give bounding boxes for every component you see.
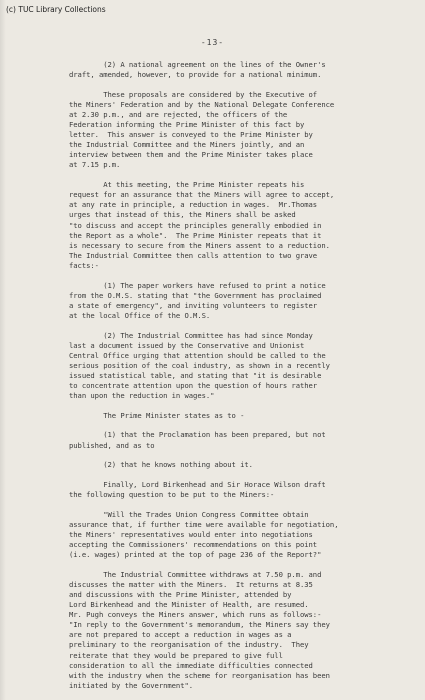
text-line: The Industrial Committee then calls attention to two grave — [69, 250, 318, 260]
text-line: is necessary to secure from the Miners assent to a reduction. — [69, 240, 330, 250]
text-line: At this meeting, the Prime Minister repeats his — [69, 180, 305, 190]
text-line: Federation informing the Prime Minister of this fact by — [69, 120, 305, 130]
text-line: the Miners' representatives would enter into negotiations — [69, 529, 313, 539]
text-line: consideration to all the immediate difficulties connected — [69, 660, 313, 670]
text-line: interview between them and the Prime Minister takes place — [69, 150, 313, 160]
paragraph — [69, 460, 414, 470]
text-line: the Miners' Federation and by the National Delegate Conference — [69, 99, 335, 109]
paragraph — [69, 570, 414, 691]
paragraph — [69, 90, 414, 171]
text-line: accepting the Commissioners' recommendations on this point — [69, 540, 318, 549]
text-line: a state of emergency", and inviting volunteers to register — [69, 300, 318, 310]
text-line: (1) that the Proclamation has been prepared, but not — [69, 430, 326, 440]
text-line: Lord Birkenhead and the Minister of Health, are resumed. — [69, 600, 309, 610]
text-line: (2) The Industrial Committee has had since Monday — [69, 330, 313, 340]
text-line: at any rate in principle, a reduction in wages. Mr.Thomas — [69, 200, 318, 210]
text-line: "to discuss and accept the principles generally embodied in — [69, 220, 322, 230]
text-line: draft, amended, however, to provide for a national minimum. — [69, 70, 322, 80]
text-line: facts:- — [69, 260, 99, 270]
text-line: to concentrate attention upon the question of hours rather — [69, 381, 318, 390]
text-line: Central Office urging that attention should be called to the — [69, 350, 326, 360]
text-line: discusses the matter with the Miners. It returns at 8.35 — [69, 579, 313, 589]
text-line: are not prepared to accept a reduction in wages as a — [69, 630, 292, 640]
text-line: reiterate that they would be prepared to give full — [69, 650, 283, 660]
text-line: Finally, Lord Birkenhead and Sir Horace Wilson draft — [69, 479, 326, 489]
text-line: serious position of the coal industry, as shown in a recently — [69, 360, 330, 370]
paragraph-gap — [69, 171, 414, 181]
paragraph-gap — [69, 470, 414, 480]
text-line: the Industrial Committee and the Miners jointly, and an — [69, 140, 305, 150]
paragraph-gap — [69, 500, 414, 510]
text-line: initiated by the Government". — [69, 680, 194, 690]
text-line: the Report as a whole". The Prime Minister repeats that it — [69, 230, 322, 240]
text-line: with the industry when the scheme for reorganisation has been — [69, 670, 330, 680]
text-line: (2) A national agreement on the lines of the Owner's — [69, 60, 326, 69]
text-line: "Will the Trades Union Congress Committee obtain — [69, 509, 309, 519]
text-line: at 2.30 p.m., and are rejected, the officers of the — [69, 109, 288, 119]
page-edge-shadow — [0, 0, 6, 700]
paragraph-gap — [69, 560, 414, 570]
text-line: assurance that, if further time were available for negotiation, — [69, 519, 339, 529]
text-line: These proposals are considered by the Executive of — [69, 89, 318, 99]
text-line: The Industrial Committee withdraws at 7.50 p.m. and — [69, 569, 322, 579]
paragraph — [69, 430, 414, 450]
text-line: request for an assurance that the Miners will agree to accept, — [69, 190, 335, 200]
text-line: The Prime Minister states as to - — [69, 410, 245, 420]
text-line: at 7.15 p.m. — [69, 160, 121, 170]
paragraph — [69, 510, 414, 560]
paragraph-gap — [69, 80, 414, 90]
paragraph-gap — [69, 321, 414, 331]
page-number: -13- — [200, 38, 225, 47]
text-line: preliminary to the reorganisation of the industry. They — [69, 640, 309, 650]
text-line: (1) The paper workers have refused to print a notice — [69, 280, 326, 290]
paragraph-gap — [69, 271, 414, 281]
text-line: last a document issued by the Conservative and Unionist — [69, 340, 305, 350]
text-line: issued statistical table, and stating that "it is desirable — [69, 370, 322, 380]
text-line: urges that instead of this, the Miners shall be asked — [69, 210, 296, 220]
paragraph — [69, 281, 414, 321]
text-line: (i.e. wages) printed at the top of page 236 of the Report?" — [69, 550, 322, 560]
paragraph-gap — [69, 401, 414, 411]
text-line: the following question to be put to the Miners:- — [69, 490, 275, 500]
text-line: than upon the reduction in wages." — [69, 391, 215, 401]
text-line: Mr. Pugh conveys the Miners answer, which runs as follows:- — [69, 610, 322, 620]
paragraph-gap — [69, 451, 414, 461]
text-line: published, and as to — [69, 440, 155, 450]
text-line: letter. This answer is conveyed to the Prime Minister by — [69, 130, 313, 140]
paragraph — [69, 60, 414, 80]
text-line: from the O.M.S. stating that "the Government has proclaimed — [69, 290, 322, 300]
paragraph — [69, 331, 414, 402]
paragraph — [69, 411, 414, 421]
text-line: and discussions with the Prime Minister, attended by — [69, 589, 292, 599]
text-line: "In reply to the Government's memorandum, the Miners say they — [69, 620, 330, 630]
text-line: at the local Office of the O.M.S. — [69, 310, 211, 320]
paragraph — [69, 480, 414, 500]
text-line: (2) that he knows nothing about it. — [69, 460, 253, 470]
copyright-notice: (c) TUC Library Collections — [6, 5, 106, 14]
document-body — [69, 60, 414, 691]
paragraph-gap — [69, 421, 414, 431]
paragraph — [69, 180, 414, 271]
